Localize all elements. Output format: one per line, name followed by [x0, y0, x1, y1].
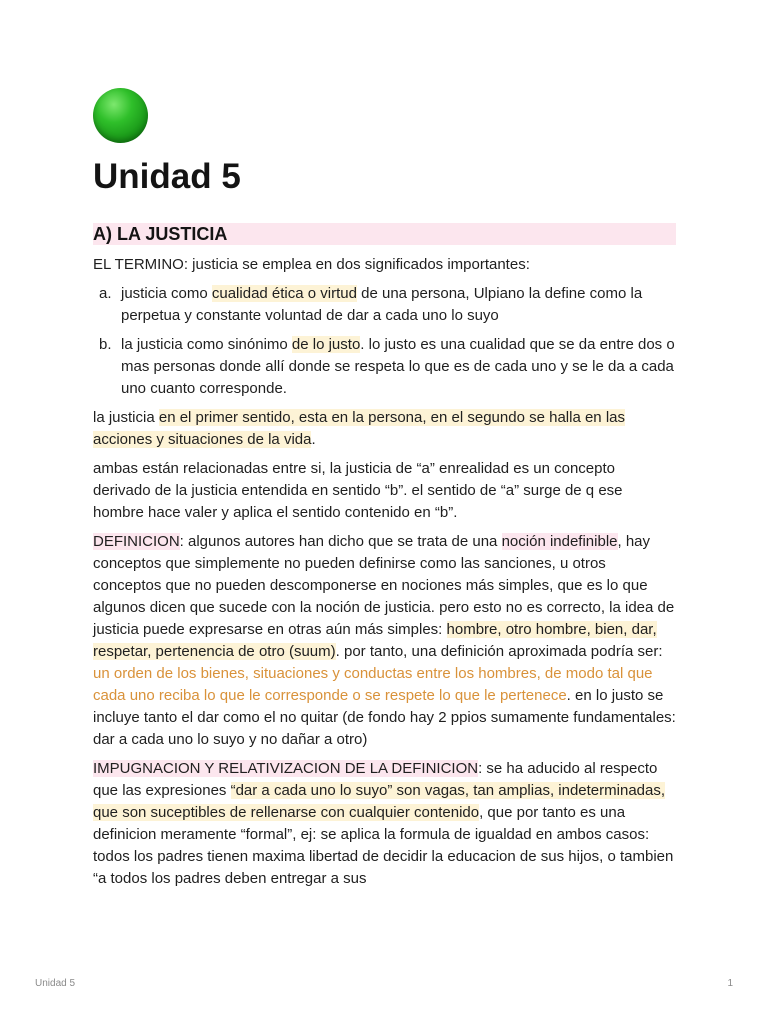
text-span: la justicia [93, 409, 159, 426]
text-span: : algunos autores han dicho que se trata de una [179, 533, 502, 550]
page-number: 1 [727, 978, 733, 989]
text-span: . en lo justo se incluye tanto el dar como el no quitar (de fondo hay 2 ppios sumamente fundamentales: dar a cada uno lo suyo y no dañar a otro) [93, 687, 676, 748]
text-span: : se ha aducido al respecto que las expresiones [93, 760, 658, 799]
paragraph-ambas: ambas están relacionadas entre si, la justicia de “a” enrealidad es un concepto derivado de la justicia entendida en sentido “b”. el sentido de “a” surge de q ese hombre hace valer y aplica el sentido contenido en “b”. [93, 460, 623, 521]
list-marker: a. [99, 285, 112, 302]
list-marker: b. [99, 336, 112, 353]
section-heading: A) LA JUSTICIA [93, 223, 676, 245]
highlight-yellow: hombre, otro hombre, bien, dar, respetar, pertenencia de otro (suum) [93, 621, 657, 660]
footer-title: Unidad 5 [35, 978, 76, 989]
text-span: . lo justo es una cualidad que se da entre dos o mas personas donde allí donde se respeta lo que es de cada uno y se le da a cada uno cuanto corresponde. [121, 336, 675, 397]
label-definicion: DEFINICION [93, 533, 180, 550]
paragraph-definicion [93, 531, 676, 751]
highlight-yellow: cualidad ética o virtud [211, 285, 357, 302]
text-span: justicia como [121, 285, 212, 302]
page-title: Unidad 5 [93, 157, 241, 196]
text-span: . [311, 431, 316, 448]
list-item [99, 283, 676, 327]
highlight-yellow: “dar a cada uno lo suyo” son vagas, tan amplias, indeterminadas, que son suceptibles de rellenarse con cualquier contenido [93, 782, 666, 821]
highlight-pink: noción indefinible [501, 533, 618, 550]
definition-list [93, 283, 676, 400]
label-impugnacion: IMPUGNACION Y RELATIVIZACION DE LA DEFINICION [93, 760, 479, 777]
text-span: de una persona, Ulpiano la define como la perpetua y constante voluntad de dar a cada uno lo suyo [121, 285, 643, 324]
text-span: , hay conceptos que simplemente no pueden definirse como las sanciones, u otros conceptos que no pueden descomponerse en nociones más simples, que es lo que algunos dicen que sucede con la noción de justicia. pero esto no es correcto, la idea de justicia puede expresarse en otras aún más simples: [93, 533, 675, 638]
highlight-yellow: de lo justo [291, 336, 361, 353]
list-item [99, 334, 676, 400]
text-span: la justicia como sinónimo [121, 336, 292, 353]
green-circle-icon [93, 88, 148, 143]
paragraph-sentido [93, 407, 676, 451]
document-page [93, 88, 676, 890]
highlight-yellow: en el primer sentido, esta en la persona, en el segundo se halla en las acciones y situaciones de la vida [93, 409, 625, 448]
text-span: . por tanto, una definición aproximada podría ser: [335, 643, 663, 660]
paragraph-termino: EL TERMINO: justicia se emplea en dos significados importantes: [93, 256, 530, 273]
text-span: , que por tanto es una definicion meramente “formal”, ej: se aplica la formula de igualdad en ambos casos: todos los padres tienen maxima libertad de decidir la educacion de sus hijos, o tambien “a todos los padres deben entregar a sus [93, 804, 674, 887]
paragraph-impugnacion [93, 758, 676, 890]
orange-definition-text: un orden de los bienes, situaciones y conductas entre los hombres, de modo tal que cada uno reciba lo que le corresponde o se respete lo que le pertenece [93, 665, 653, 704]
